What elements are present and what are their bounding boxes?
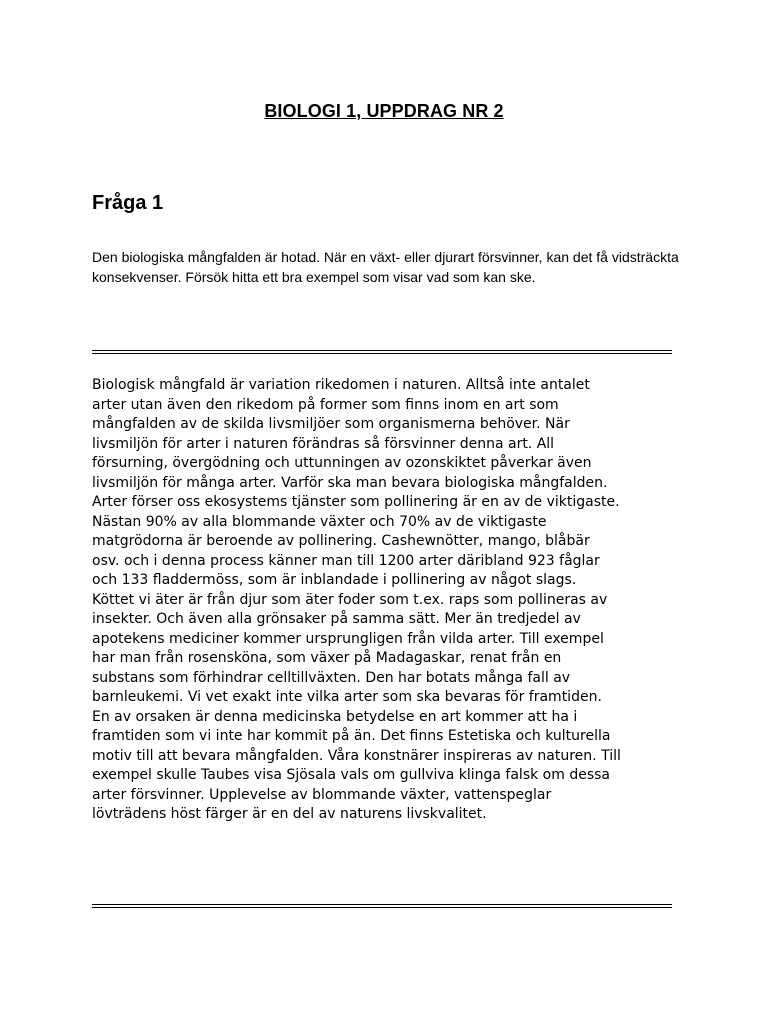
question-heading: Fråga 1 bbox=[92, 192, 164, 214]
answer-text: Biologisk mångfald är variation rikedomen i naturen. Alltså inte antalet arter utan även den rikedom på former som finns inom en art som mångfalden av de skilda livsmiljöer som organismerna behöver. När livsmiljön för arter i naturen förändras så försvinner denna art. All försurning, övergödning och uttunningen av ozonskiktet påverkar även livsmiljön för många arter. Varför ska man bevara biologiska mångfalden. Arter förser oss ekosystems tjänster som pollinering är en av de viktigaste. Nästan 90% av alla blommande växter och 70% av de viktigaste matgrödorna är beroende av pollinering. Cashewnötter, mango, blåbär osv. och i denna process känner man till 1200 arter däribland 923 fåglar och 133 fladdermöss, som är inblandade i pollinering av något slags. Köttet vi äter är från djur som äter foder som t.ex. raps som pollineras av insekter. Och även alla grönsaker på samma sätt. Mer än tredjedel av apotekens mediciner kommer ursprungligen från vilda arter. Till exempel har man från rosensköna, som växer på Madagaskar, renat från en substans som förhindrar celltillväxten. Den har botats många fall av barnleukemi. Vi vet exakt inte vilka arter som ska bevaras för framtiden. En av orsaken är denna medicinska betydelse en art kommer att ha i framtiden som vi inte har kommit på än. Det finns Estetiska och kulturella motiv till att bevara mångfalden. Våra konstnärer inspireras av naturen. Till exempel skulle Taubes visa Sjösala vals om gullviva klinga falsk om dessa arter försvinner. Upplevelse av blommande växter, vattenspeglar lövträdens höst färger är en del av naturens livskvalitet. bbox=[92, 377, 621, 822]
answer-bottom-divider bbox=[92, 904, 672, 908]
document-title: BIOLOGI 1, UPPDRAG NR 2 bbox=[264, 101, 504, 121]
question-text: Den biologiska mångfalden är hotad. När en växt- eller djurart försvinner, kan det få vidsträckta konsekvenser. Försök hitta ett bra exempel som visar vad som kan ske. bbox=[92, 249, 679, 285]
answer-top-divider bbox=[92, 350, 672, 354]
